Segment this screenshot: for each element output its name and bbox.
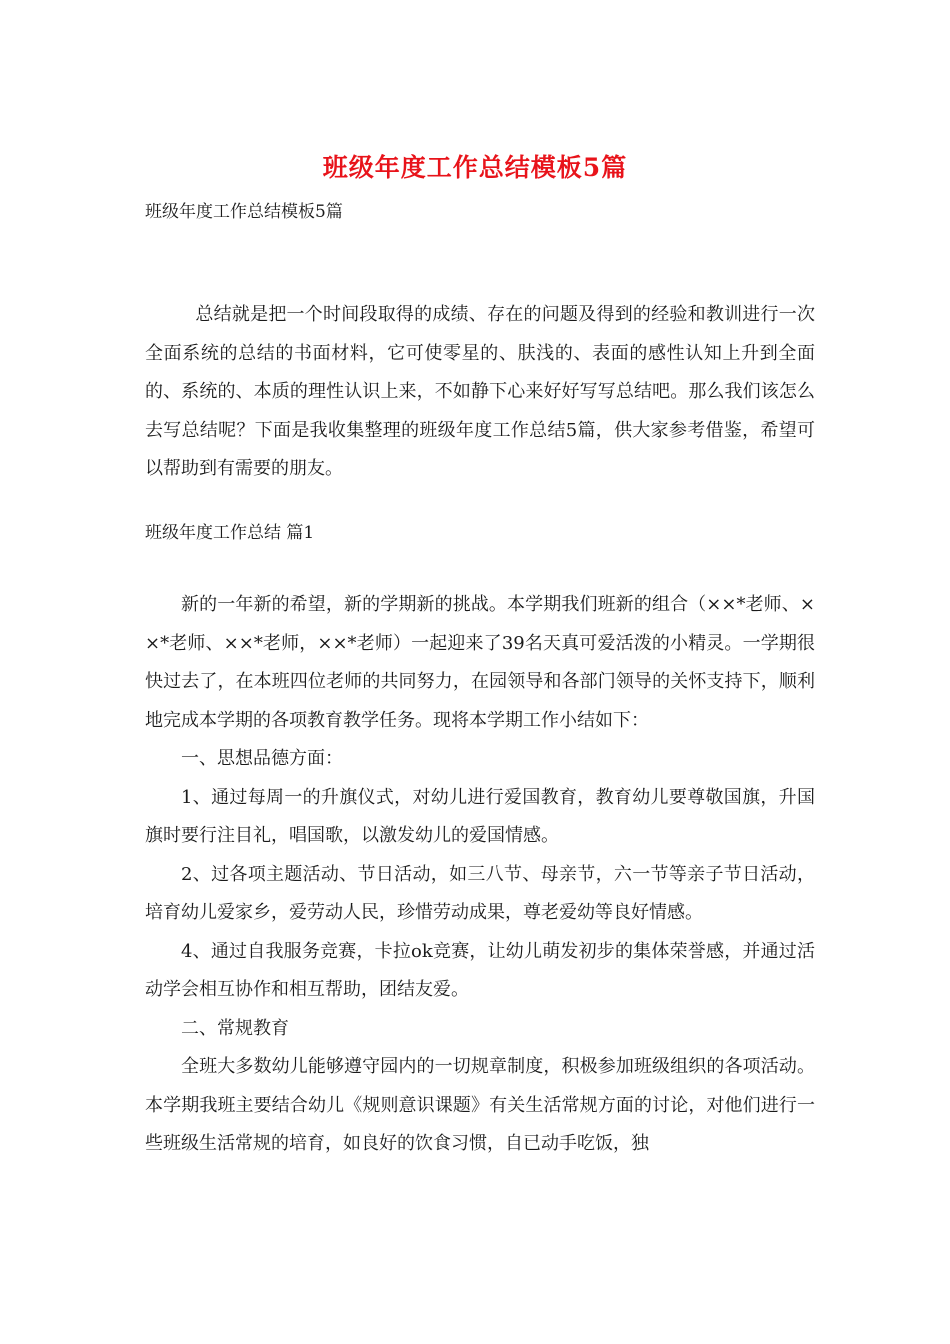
- body-subheading: 二、常规教育: [181, 1017, 289, 1039]
- section-body: [145, 586, 815, 1164]
- document-subtitle: 班级年度工作总结模板5篇: [145, 202, 343, 222]
- document-title: 班级年度工作总结模板5篇: [322, 153, 628, 182]
- intro-paragraph: 总结就是把一个时间段取得的成绩、存在的问题及得到的经验和教训进行一次全面系统的总结的书面材料，它可使零星的、肤浅的、表面的感性认知上升到全面的、系统的、本质的理性认识上来，不如静下心来好好写写总结吧。那么我们该怎么去写总结呢？下面是我收集整理的班级年度工作总结5篇，供大家参考借鉴，希望可以帮助到有需要的朋友。: [145, 304, 815, 479]
- body-paragraph: 全班大多数幼儿能够遵守园内的一切规章制度，积极参加班级组织的各项活动。本学期我班主要结合幼儿《规则意识课题》有关生活常规方面的讨论，对他们进行一些班级生活常规的培育，如良好的饮食习惯，自已动手吃饭，独: [145, 1056, 815, 1154]
- section-heading: 班级年度工作总结 篇1: [145, 523, 315, 543]
- body-paragraph: 4、通过自我服务竞赛，卡拉ok竞赛，让幼儿萌发初步的集体荣誉感，并通过活动学会相互协作和相互帮助，团结友爱。: [145, 940, 815, 1000]
- body-subheading: 一、思想品德方面：: [181, 748, 343, 769]
- intro-block: [145, 296, 815, 489]
- body-paragraph: 1、通过每周一的升旗仪式，对幼儿进行爱国教育，教育幼儿要尊敬国旗，升国旗时要行注目礼，唱国歌，以激发幼儿的爱国情感。: [145, 786, 815, 846]
- body-paragraph: 新的一年新的希望，新的学期新的挑战。本学期我们班新的组合（××*老师、××*老师、××*老师，××*老师）一起迎来了39名天真可爱活泼的小精灵。一学期很快过去了，在本班四位老师的共同努力，在园领导和各部门领导的关怀支持下，顺利地完成本学期的各项教育教学任务。现将本学期工作小结如下：: [145, 594, 815, 731]
- body-paragraph: 2、过各项主题活动、节日活动，如三八节、母亲节，六一节等亲子节日活动，培育幼儿爱家乡，爱劳动人民，珍惜劳动成果，尊老爱幼等良好情感。: [145, 863, 815, 923]
